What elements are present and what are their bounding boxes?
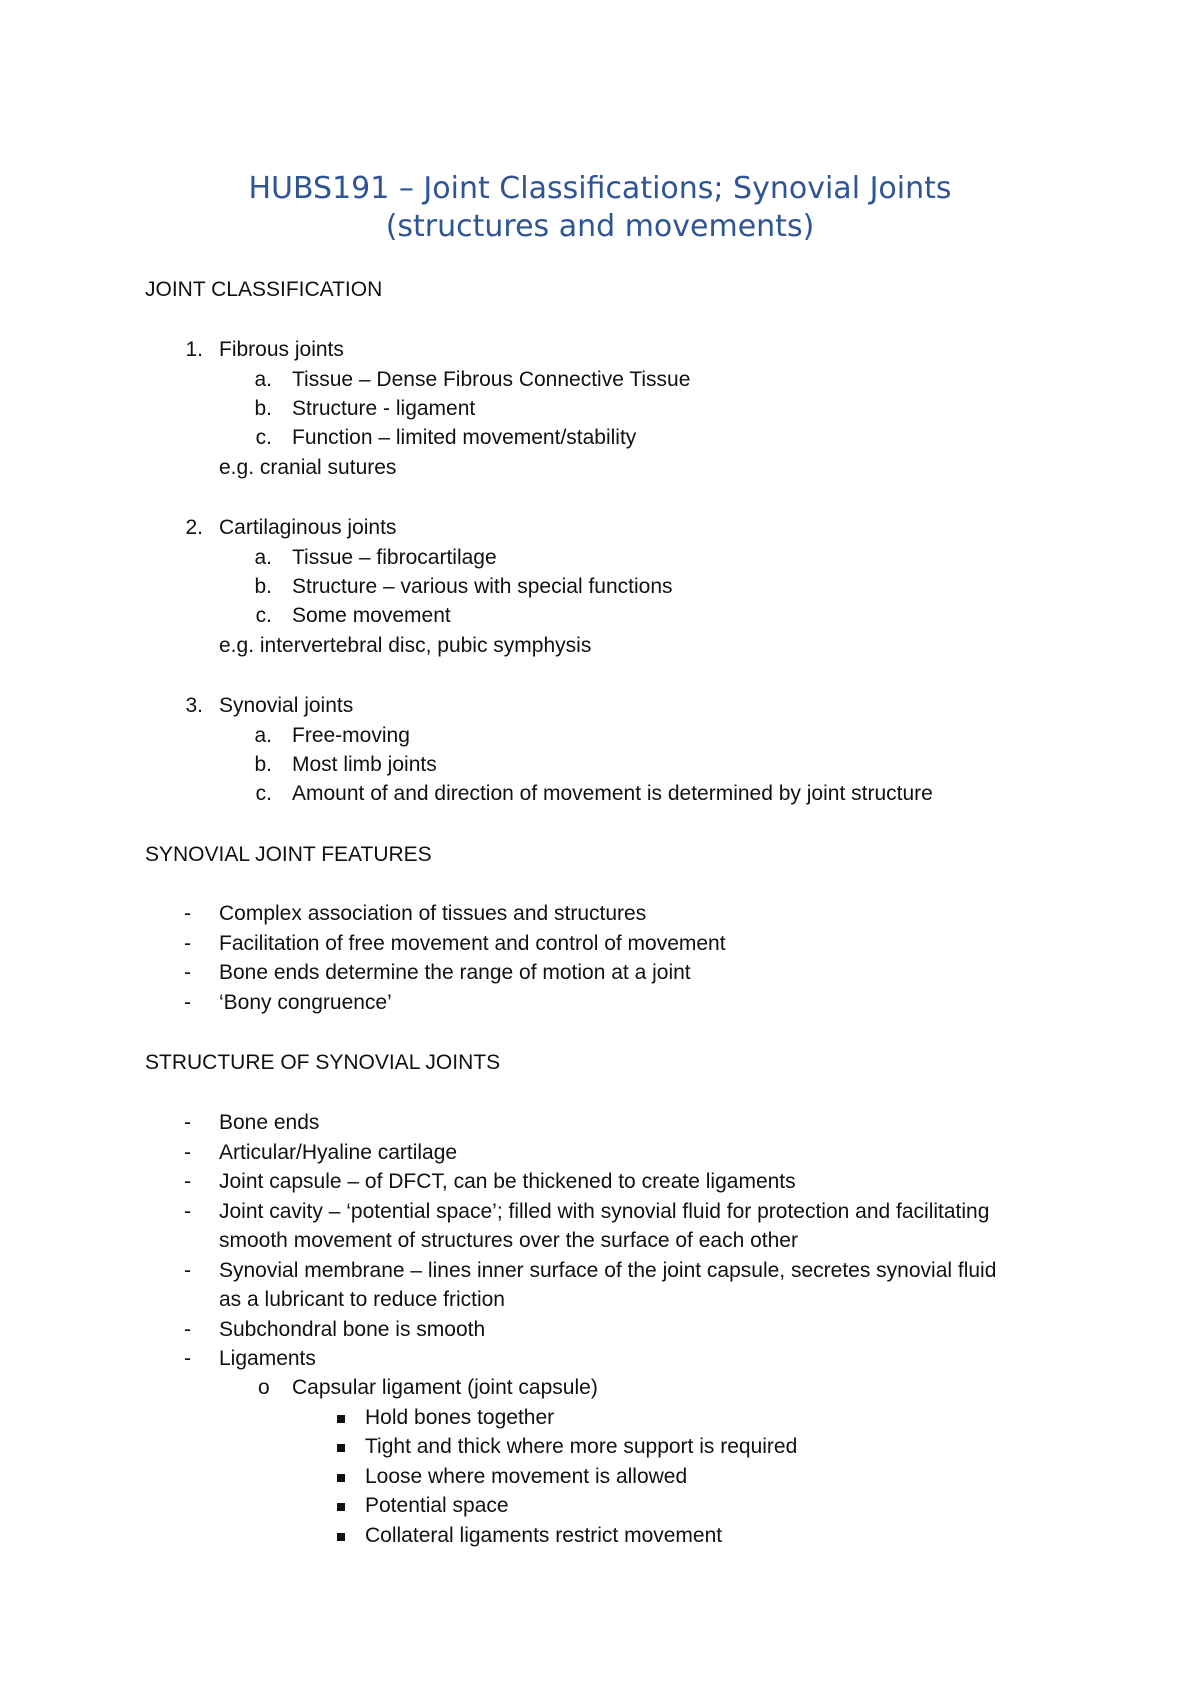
sub-item: Tissue – fibrocartilage (292, 546, 497, 569)
sub-marker: b. (254, 575, 272, 598)
sub-sub-item: Collateral ligaments restrict movement (365, 1524, 723, 1547)
sub-marker: c. (255, 782, 272, 805)
sub-item: Free-moving (292, 724, 410, 747)
bullet-item: Complex association of tissues and structures (219, 902, 647, 925)
square-bullet-icon (337, 1474, 345, 1482)
bullet-item: Bone ends (219, 1111, 320, 1134)
sub-sub-item: Loose where movement is allowed (365, 1465, 688, 1488)
list-number: 1. (185, 338, 203, 361)
sub-item: Some movement (292, 604, 451, 627)
section-heading-joint-classification: JOINT CLASSIFICATION (145, 278, 383, 301)
dash-marker: - (184, 991, 191, 1014)
section-heading-synovial-features: SYNOVIAL JOINT FEATURES (145, 843, 432, 866)
sub-item-capsular-ligament: Capsular ligament (joint capsule) (292, 1376, 598, 1399)
dash-marker: - (184, 1111, 191, 1134)
sub-marker: a. (254, 368, 272, 391)
square-bullet-icon (337, 1503, 345, 1511)
sub-item: Function – limited movement/stability (292, 426, 637, 449)
sub-marker: b. (254, 753, 272, 776)
bullet-item: Joint capsule – of DFCT, can be thickened to create ligaments (219, 1170, 796, 1193)
bullet-item: Facilitation of free movement and control of movement (219, 932, 726, 955)
example-text: e.g. cranial sutures (219, 456, 397, 479)
dash-marker: - (184, 1259, 191, 1282)
document-title-line-2: (structures and movements) (385, 209, 815, 244)
list-item-fibrous-joints: Fibrous joints (219, 338, 344, 361)
dash-marker: - (184, 1200, 191, 1223)
dash-marker: - (184, 1347, 191, 1370)
bullet-item: Subchondral bone is smooth (219, 1318, 486, 1341)
sub-sub-item: Potential space (365, 1494, 509, 1517)
bullet-item: Articular/Hyaline cartilage (219, 1141, 458, 1164)
sub-item: Tissue – Dense Fibrous Connective Tissue (292, 368, 691, 391)
section-heading-structure: STRUCTURE OF SYNOVIAL JOINTS (145, 1051, 501, 1074)
sub-item: Amount of and direction of movement is determined by joint structure (292, 782, 933, 805)
dash-marker: - (184, 902, 191, 925)
sub-item: Structure – various with special functions (292, 575, 673, 598)
document-title-line-1: HUBS191 – Joint Classifications; Synovial Joints (248, 171, 952, 206)
list-item-synovial-joints: Synovial joints (219, 694, 354, 717)
list-number: 3. (185, 694, 203, 717)
sub-sub-item: Tight and thick where more support is required (365, 1435, 798, 1458)
sub-item: Most limb joints (292, 753, 437, 776)
sub-marker: a. (254, 724, 272, 747)
bullet-item-ligaments: Ligaments (219, 1347, 316, 1370)
dash-marker: - (184, 932, 191, 955)
sub-marker: b. (254, 397, 272, 420)
circle-marker: o (258, 1376, 270, 1399)
dash-marker: - (184, 1318, 191, 1341)
dash-marker: - (184, 1170, 191, 1193)
list-number: 2. (185, 516, 203, 539)
bullet-item: Bone ends determine the range of motion at a joint (219, 961, 691, 984)
sub-marker: a. (254, 546, 272, 569)
sub-sub-item: Hold bones together (365, 1406, 555, 1429)
sub-marker: c. (255, 426, 272, 449)
bullet-item: Joint cavity – ‘potential space’; filled with synovial fluid for protection and facilitating (219, 1200, 990, 1223)
square-bullet-icon (337, 1415, 345, 1423)
square-bullet-icon (337, 1533, 345, 1541)
bullet-item: ‘Bony congruence’ (219, 991, 392, 1014)
example-text: e.g. intervertebral disc, pubic symphysis (219, 634, 592, 657)
bullet-item: Synovial membrane – lines inner surface of the joint capsule, secretes synovial fluid (219, 1259, 997, 1282)
bullet-item-continuation: smooth movement of structures over the surface of each other (219, 1229, 798, 1252)
dash-marker: - (184, 961, 191, 984)
list-item-cartilaginous-joints: Cartilaginous joints (219, 516, 397, 539)
sub-marker: c. (255, 604, 272, 627)
sub-item: Structure - ligament (292, 397, 476, 420)
dash-marker: - (184, 1141, 191, 1164)
square-bullet-icon (337, 1444, 345, 1452)
bullet-item-continuation: as a lubricant to reduce friction (219, 1288, 505, 1311)
